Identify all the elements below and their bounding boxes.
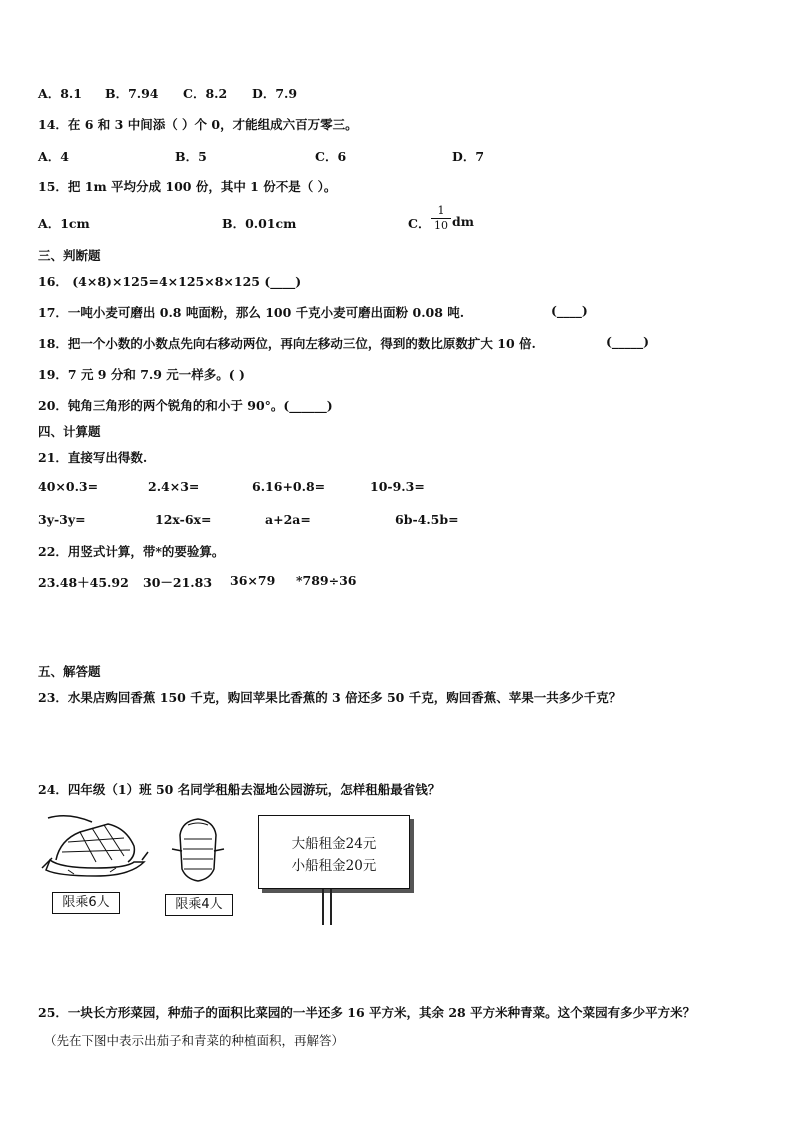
q16-text: 16． (4×8)×125=4×125×8×125 (____) [38, 274, 302, 289]
q22-item: 30－21.83 [143, 575, 213, 590]
q15-option-b: B．0.01cm [222, 216, 297, 231]
price-sign [258, 815, 410, 889]
q20-text: 20．钝角三角形的两个锐角的和小于 90°。(______) [38, 398, 333, 413]
q14-option-d: D．7 [452, 149, 485, 164]
q15-option-a: A．1cm [38, 216, 90, 231]
q14-text: 14．在 6 和 3 中间添（ ）个 0，才能组成六百万零三。 [38, 117, 358, 132]
q21-text: 21．直接写出得数. [38, 450, 148, 465]
q21-item: 10-9.3= [370, 479, 425, 494]
q21-item: 40×0.3= [38, 479, 99, 494]
q22-item: 23.48＋45.92 [38, 575, 129, 590]
q15-frac-denominator: 10 [434, 219, 448, 232]
q21-item: 6.16+0.8= [252, 479, 326, 494]
q18-blank: (_____) [606, 334, 650, 349]
q21-item: 12x-6x= [155, 512, 212, 527]
q21-item: 2.4×3= [148, 479, 200, 494]
section-4-heading: 四、计算题 [38, 424, 101, 439]
q15-option-c: C． [408, 216, 431, 231]
q17-text: 17．一吨小麦可磨出 0.8 吨面粉，那么 100 千克小麦可磨出面粉 0.08 吨. [38, 305, 465, 320]
q21-item: 6b-4.5b= [395, 512, 459, 527]
q15-frac-numerator: 1 [431, 204, 451, 219]
q23-text: 23．水果店购回香蕉 150 千克，购回苹果比香蕉的 3 倍还多 50 千克，购回香蕉、苹果一共多少千克？ [38, 690, 622, 705]
q14-option-c: C．6 [315, 149, 347, 164]
q15-text: 15．把 1m 平均分成 100 份，其中 1 份不是（ ）。 [38, 179, 337, 194]
q13-option-c: C．8.2 [183, 86, 228, 101]
q21-item: 3y-3y= [38, 512, 86, 527]
q13-option-d: D．7.9 [252, 86, 298, 101]
big-boat-image [38, 810, 153, 890]
q25-note: （先在下图中表示出茄子和青菜的种植面积，再解答） [44, 1033, 345, 1048]
small-boat-image [168, 815, 228, 885]
section-5-heading: 五、解答题 [38, 664, 101, 679]
sign-small-boat-price: 小船租金20元 [291, 858, 377, 874]
sign-post-left [322, 889, 324, 925]
q17-blank: (____) [551, 303, 588, 318]
sign-big-boat-price: 大船租金24元 [291, 836, 377, 852]
big-boat-label: 限乘6人 [52, 892, 120, 914]
section-3-heading: 三、判断题 [38, 248, 101, 263]
q14-option-a: A．4 [38, 149, 69, 164]
q22-text: 22．用竖式计算，带*的要验算。 [38, 544, 225, 559]
q13-option-a: A．8.1 [38, 86, 82, 101]
q25-text: 25．一块长方形菜园，种茄子的面积比菜园的一半还多 16 平方米，其余 28 平方米种青菜。这个菜园有多少平方米？ [38, 1005, 696, 1020]
q15-fraction [431, 204, 451, 233]
q15-frac-unit: dm [452, 214, 474, 229]
q13-option-b: B．7.94 [105, 86, 159, 101]
q19-text: 19．7 元 9 分和 7.9 元一样多。( ) [38, 367, 245, 382]
q22-item: 36×79 [230, 573, 276, 588]
small-boat-label: 限乘4人 [165, 894, 233, 916]
sign-post-right [330, 889, 332, 925]
q22-item: *789÷36 [296, 573, 357, 588]
q14-option-b: B．5 [175, 149, 207, 164]
q18-text: 18．把一个小数的小数点先向右移动两位，再向左移动三位，得到的数比原数扩大 10 倍. [38, 336, 536, 351]
q21-item: a+2a= [265, 512, 311, 527]
q24-text: 24．四年级（1）班 50 名同学租船去湿地公园游玩，怎样租船最省钱？ [38, 782, 441, 797]
